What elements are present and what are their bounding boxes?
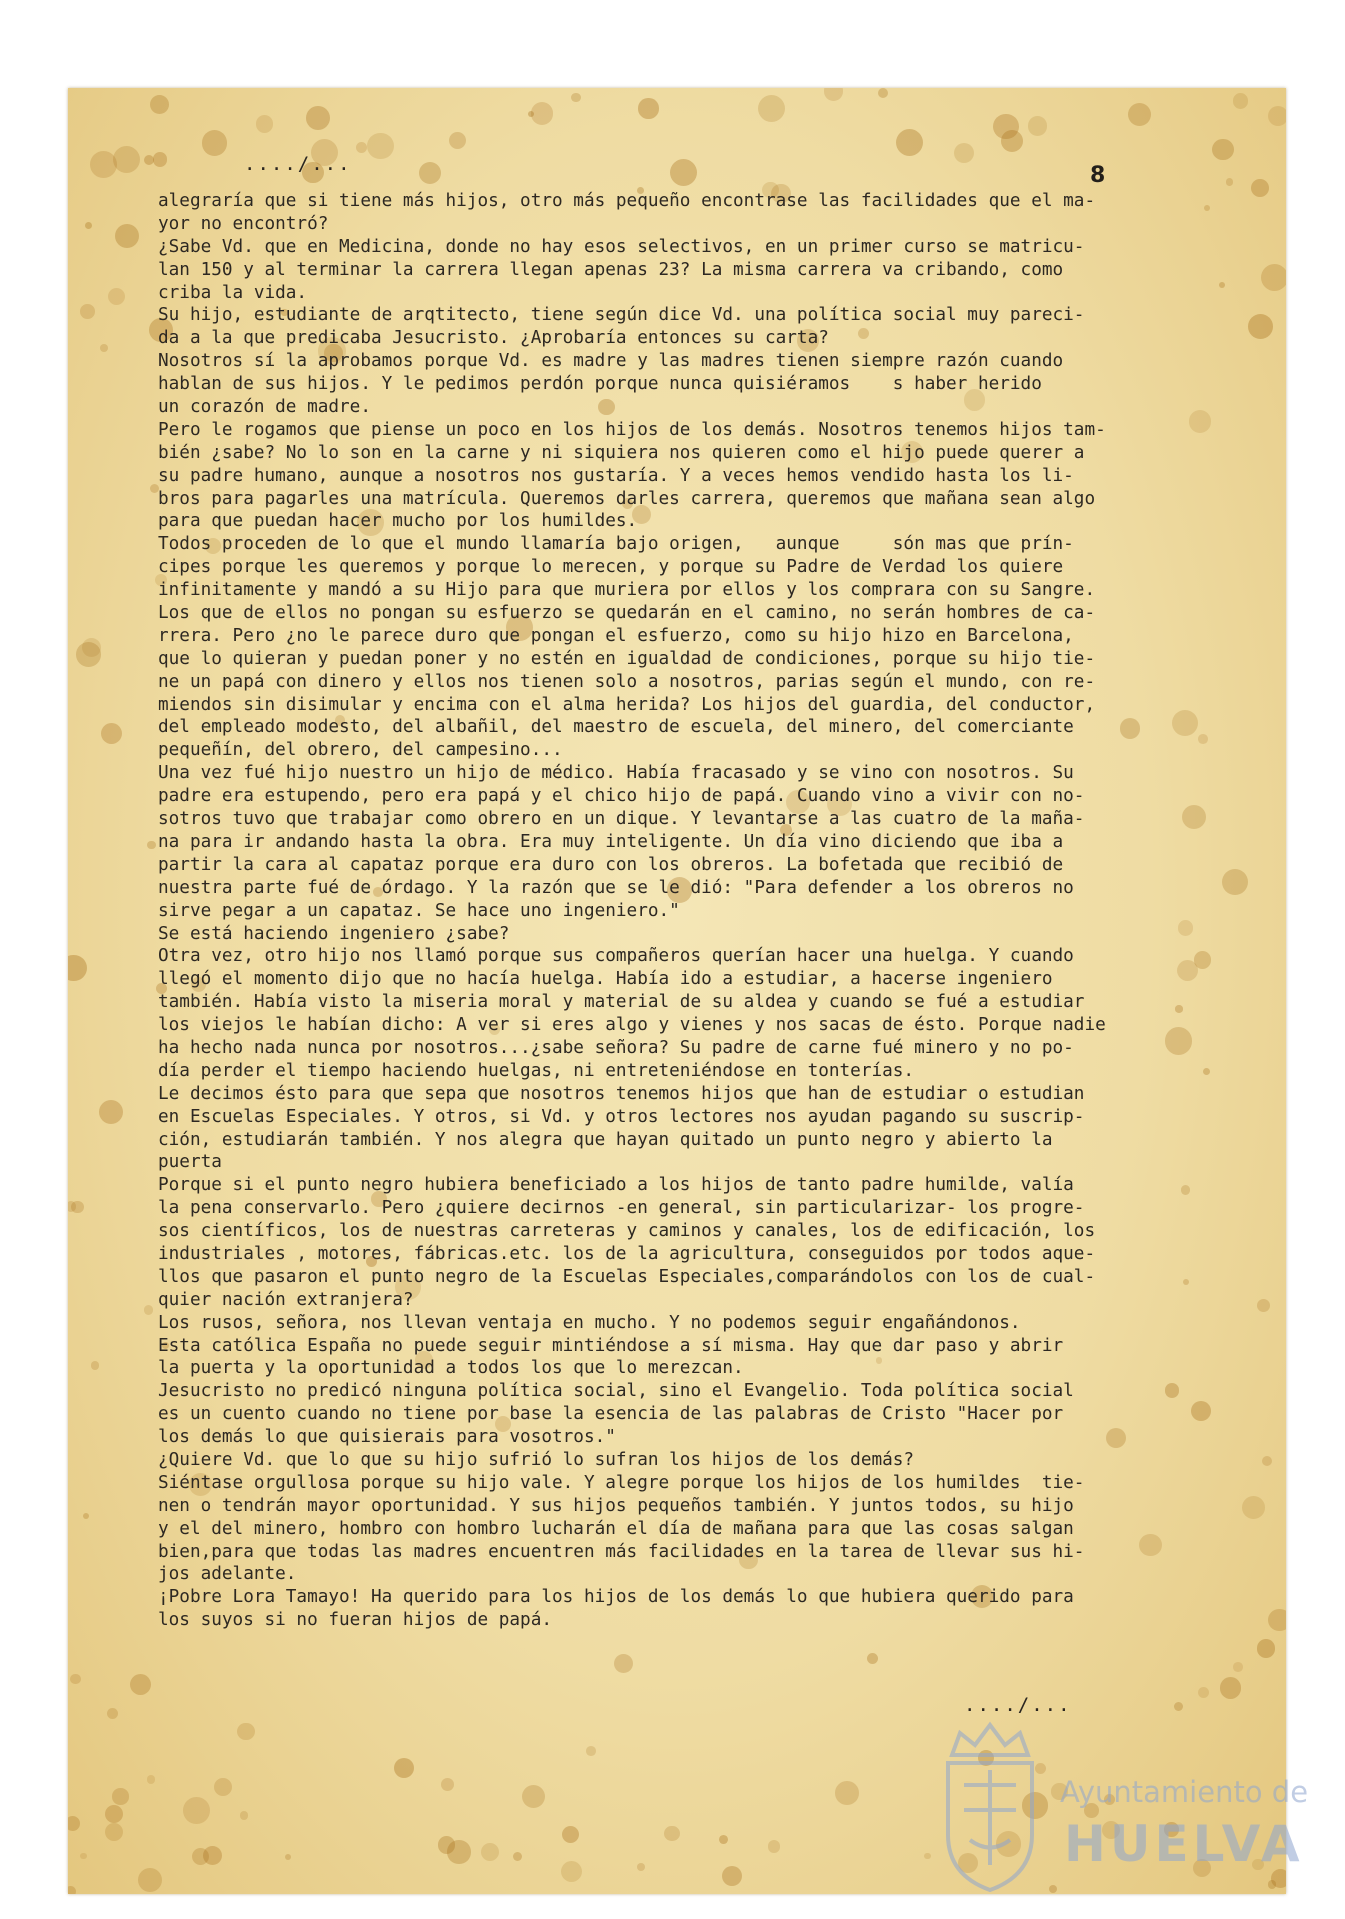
stain-spot	[1262, 1456, 1273, 1467]
ayuntamiento-huelva-watermark	[930, 1715, 1309, 1905]
stain-spot	[562, 1826, 579, 1843]
stain-spot	[513, 1852, 522, 1861]
text-line: en Escuelas Especiales. Y otros, si Vd. y otros lectores nos ayudan pagando su suscrip-	[158, 1106, 1085, 1127]
text-line: Todos proceden de lo que el mundo llamaría bajo origen, aunque són mas que prín-	[158, 534, 1074, 555]
stain-spot	[144, 155, 154, 165]
text-line: sotros tuvo que trabajar como obrero en un dique. Y levantarse a las cuatro de la maña-	[158, 809, 1085, 830]
stain-spot	[108, 288, 125, 305]
stain-spot	[203, 1846, 223, 1866]
stain-spot	[1203, 1068, 1210, 1075]
page-number: 8	[1090, 163, 1106, 188]
stain-spot	[130, 1674, 151, 1695]
stain-spot	[637, 1863, 645, 1871]
stain-spot	[68, 1886, 76, 1894]
text-line: también. Había visto la miseria moral y material de su aldea y cuando se fué a estudiar	[158, 992, 1085, 1013]
text-line: puerta	[158, 1152, 222, 1173]
text-line: bién ¿sabe? No lo son en la carne y ni siquiera nos quieren como el hijo puede querer a	[158, 442, 1085, 463]
text-line: llos que pasaron el punto negro de la Escuelas Especiales,comparándolos con los de cual-	[158, 1266, 1096, 1287]
text-line: nen o tendrán mayor oportunidad. Y sus hijos pequeños también. Y juntos todos, su hijo	[158, 1495, 1074, 1516]
footer-continuation-mark: ..../...	[964, 1694, 1072, 1716]
text-line: miendos sin disimular y encima con el alma herida? Los hijos del guardia, del conductor,	[158, 694, 1096, 715]
stain-spot	[105, 1823, 123, 1841]
stain-spot	[356, 142, 367, 153]
watermark-line-2: HUELVA	[1064, 1815, 1304, 1873]
text-line: Le decimos ésto para que sepa que nosotros tenemos hijos que han de estudiar o estudian	[158, 1083, 1085, 1104]
stain-spot	[1233, 1662, 1243, 1672]
stain-spot	[237, 1723, 255, 1741]
text-line: ne un papá con dinero y ellos nos tienen solo a nosotros, parias según el mundo, con re-	[158, 671, 1096, 692]
text-line: del empleado modesto, del albañil, del maestro de escuela, del minero, del comerciante	[158, 717, 1074, 738]
text-line: quier nación extranjera?	[158, 1289, 414, 1310]
stain-spot	[1261, 264, 1286, 292]
text-line: ha hecho nada nunca por nosotros...¿sabe señora? Su padre de carne fué minero y no po-	[158, 1037, 1074, 1058]
stain-spot	[394, 1758, 414, 1778]
text-line: para que puedan hacer mucho por los humildes.	[158, 511, 638, 532]
stain-spot	[954, 143, 974, 163]
stain-spot	[144, 1305, 154, 1315]
stain-spot	[638, 98, 658, 118]
stain-spot	[419, 162, 441, 184]
text-line: bros para pagarles una matrícula. Queremos darles carrera, queremos que mañana sean algo	[158, 488, 1096, 509]
stain-spot	[835, 1781, 859, 1805]
text-line: Su hijo, estudiante de arqtitecto, tiene según dice Vd. una política social muy pareci-	[158, 305, 1085, 326]
stain-spot	[113, 146, 140, 173]
text-line: partir la cara al capataz porque era duro con los obreros. La bofetada que recibió de	[158, 854, 1064, 875]
stain-spot	[153, 152, 168, 167]
stain-spot	[183, 1797, 210, 1824]
header-continuation-mark: ..../...	[244, 153, 352, 175]
text-line: alegraría que si tiene más hijos, otro más pequeño encontrase las facilidades que el ma-	[158, 191, 1096, 211]
text-line: los suyos si no fueran hijos de papá.	[158, 1610, 553, 1631]
stain-spot	[614, 1654, 633, 1673]
stain-spot	[1268, 106, 1286, 126]
stain-spot	[1028, 116, 1048, 136]
stain-spot	[150, 95, 169, 114]
stain-spot	[147, 841, 156, 850]
stain-spot	[1257, 1299, 1271, 1313]
stain-spot	[91, 1361, 100, 1370]
text-line: su padre humano, aunque a nosotros nos gustaría. Y a veces hemos vendido hasta los li-	[158, 465, 1074, 486]
stain-spot	[138, 1868, 162, 1892]
stain-spot	[1204, 205, 1210, 211]
text-line: Se está haciendo ingeniero ¿sabe?	[158, 923, 510, 944]
text-line: criba la vida.	[158, 282, 308, 303]
stain-spot	[112, 1788, 128, 1804]
stain-spot	[867, 1653, 878, 1664]
text-line: lan 150 y al terminar la carrera llegan apenas 23? La misma carrera va cribando, como	[158, 259, 1064, 280]
stain-spot	[1174, 1702, 1183, 1711]
text-line: Esta católica España no puede seguir mintiéndose a sí misma. Hay que dar paso y abrir	[158, 1335, 1064, 1356]
stain-spot	[76, 642, 101, 667]
text-line: ¿Quiere Vd. que lo que su hijo sufrió lo sufran los hijos de los demás?	[158, 1449, 915, 1470]
stain-spot	[768, 1840, 780, 1852]
stain-spot	[1242, 1496, 1265, 1519]
text-line: ción, estudiarán también. Y nos alegra que hayan quitado un punto negro y abierto la	[158, 1129, 1053, 1150]
stain-spot	[1268, 1609, 1286, 1632]
text-line: rrera. Pero ¿no le parece duro que pongan el esfuerzo, como su hijo hizo en Barcelona,	[158, 625, 1074, 646]
stain-spot	[83, 1513, 89, 1519]
text-line: jos adelante.	[158, 1564, 297, 1585]
stain-spot	[68, 955, 87, 982]
stain-spot	[214, 1778, 232, 1796]
stain-spot	[306, 106, 330, 130]
text-line: la puerta y la oportunidad a todos los que lo merezcan.	[158, 1358, 744, 1379]
text-line: cipes porque les queremos y porque lo merecen, y porque su Padre de Verdad los quiere	[158, 557, 1064, 578]
stain-spot	[878, 88, 888, 98]
text-line: y el del minero, hombro con hombro lucharán el día de mañana para que las cosas salgan	[158, 1518, 1074, 1539]
typewritten-letter-body	[158, 190, 1203, 1632]
text-line: pequeñín, del obrero, del campesino...	[158, 740, 563, 761]
stain-spot	[85, 222, 92, 229]
text-line: sirve pegar a un capataz. Se hace uno ingeniero."	[158, 900, 680, 921]
stain-spot	[147, 1775, 155, 1783]
stain-spot	[285, 1854, 291, 1860]
text-line: na para ir andando hasta la obra. Era muy inteligente. Un día vino diciendo que iba a	[158, 831, 1064, 852]
text-line: sos científicos, los de nuestras carreteras y caminos y canales, los de edificación, los	[158, 1221, 1096, 1242]
text-line: los demás lo que quisierais para vosotros."	[158, 1427, 616, 1448]
stain-spot	[99, 1100, 123, 1124]
text-line: bien,para que todas las madres encuentren más facilidades en la tarea de llevar sus hi-	[158, 1541, 1085, 1562]
text-line: Pero le rogamos que piense un poco en los hijos de los demás. Nosotros tenemos hijos tam-	[158, 419, 1106, 440]
stain-spot	[1251, 179, 1269, 197]
stain-spot	[101, 723, 122, 744]
text-line: los viejos le habían dicho: A ver si eres algo y vienes y nos sacas de ésto. Porque nadie	[158, 1015, 1106, 1036]
stain-spot	[719, 1835, 728, 1844]
text-line: día perder el tiempo haciendo huelgas, ni entreteniéndose en tonterías.	[158, 1060, 915, 1081]
stain-spot	[1198, 1687, 1209, 1698]
text-line: ¿Sabe Vd. que en Medicina, donde no hay esos selectivos, en un primer curso se matricu-	[158, 236, 1085, 257]
text-line: ¡Pobre Lora Tamayo! Ha querido para los hijos de los demás lo que hubiera querido para	[158, 1587, 1074, 1608]
stain-spot	[561, 1861, 582, 1882]
stain-spot	[449, 132, 466, 149]
stain-spot	[202, 130, 228, 156]
stain-spot	[105, 1805, 123, 1823]
stain-spot	[824, 88, 843, 101]
stain-spot	[1226, 178, 1233, 185]
text-line: Nosotros sí la aprobamos porque Vd. es madre y las madres tienen siempre razón cuando	[158, 351, 1064, 372]
text-line: padre era estupendo, pero era papá y el chico hijo de papá. Cuando vino a vivir con no-	[158, 786, 1085, 807]
stain-spot	[571, 93, 581, 103]
stain-spot	[722, 1866, 742, 1886]
coat-of-arms-icon	[930, 1715, 1050, 1895]
text-line: nuestra parte fué de órdago. Y la razón que se le dió: "Para defender a los obreros no	[158, 877, 1074, 898]
stain-spot	[115, 224, 139, 248]
stain-spot	[80, 1853, 86, 1859]
stain-spot	[240, 1811, 248, 1819]
stain-spot	[896, 129, 923, 156]
text-line: Otra vez, otro hijo nos llamó porque sus compañeros querían hacer una huelga. Y cuando	[158, 946, 1074, 967]
text-line: que lo quieran y puedan poner y no estén en igualdad de condiciones, porque su hijo tie-	[158, 648, 1096, 669]
stain-spot	[1222, 869, 1248, 895]
stain-spot	[586, 1746, 596, 1756]
stain-spot	[80, 304, 95, 319]
stain-spot	[90, 151, 117, 178]
stain-spot	[107, 1708, 118, 1719]
text-line: Jesucristo no predicó ninguna política social, sino el Evangelio. Toda política social	[158, 1381, 1074, 1402]
text-line: Siéntase orgullosa porque su hijo vale. Y alegre porque los hijos de los humildes tie-	[158, 1472, 1085, 1493]
text-line: industriales , motores, fábricas.etc. los de la agricultura, conseguidos por todos aque-	[158, 1243, 1096, 1264]
stain-spot	[1220, 1677, 1241, 1698]
stain-spot	[256, 115, 273, 132]
text-line: Porque si el punto negro hubiera beneficiado a los hijos de tanto padre humilde, valía	[158, 1175, 1074, 1196]
text-line: da a la que predicaba Jesucristo. ¿Aprobaría entonces su carta?	[158, 328, 829, 349]
stain-spot	[1212, 139, 1233, 160]
text-line: la pena conservarlo. Pero ¿quiere decirnos -en general, sin particularizar- los progre-	[158, 1198, 1085, 1219]
text-line: Los que de ellos no pongan su esfuerzo se quedarán en el camino, no serán hombres de ca-	[158, 603, 1096, 624]
text-line: es un cuento cuando no tiene por base la esencia de las palabras de Cristo "Hacer por	[158, 1404, 1064, 1425]
text-line: un corazón de madre.	[158, 397, 371, 418]
stain-spot	[522, 1785, 546, 1809]
stain-spot	[1248, 314, 1273, 339]
text-line: hablan de sus hijos. Y le pedimos perdón porque nunca quisiéramos s haber herido	[158, 374, 1042, 395]
stain-spot	[1257, 1639, 1276, 1658]
stain-spot	[1219, 282, 1225, 288]
stain-spot	[100, 344, 108, 352]
stain-spot	[670, 159, 697, 186]
text-line: Los rusos, señora, nos llevan ventaja en mucho. Y no podemos seguir engañándonos.	[158, 1312, 1021, 1333]
stain-spot	[438, 1836, 455, 1853]
stain-spot	[664, 1826, 680, 1842]
stain-spot	[1128, 103, 1151, 126]
stain-spot	[758, 95, 785, 122]
stain-spot	[70, 1674, 80, 1684]
watermark-line-1: Ayuntamiento de	[1060, 1775, 1309, 1809]
text-line: yor no encontró?	[158, 213, 329, 234]
stain-spot	[481, 1843, 499, 1861]
text-line: Una vez fué hijo nuestro un hijo de médico. Había fracasado y se vino con nosotros. Su	[158, 763, 1074, 784]
stain-spot	[68, 1816, 80, 1831]
stain-spot	[367, 133, 394, 160]
stain-spot	[1233, 93, 1249, 109]
text-line: infinitamente y mandó a su Hijo para que muriera por ellos y los comprara con su Sangre.	[158, 580, 1096, 601]
stain-spot	[1001, 130, 1023, 152]
text-line: llegó el momento dijo que no hacía huelga. Había ido a estudiar, a hacerse ingeniero	[158, 969, 1053, 990]
stain-spot	[441, 1778, 454, 1791]
